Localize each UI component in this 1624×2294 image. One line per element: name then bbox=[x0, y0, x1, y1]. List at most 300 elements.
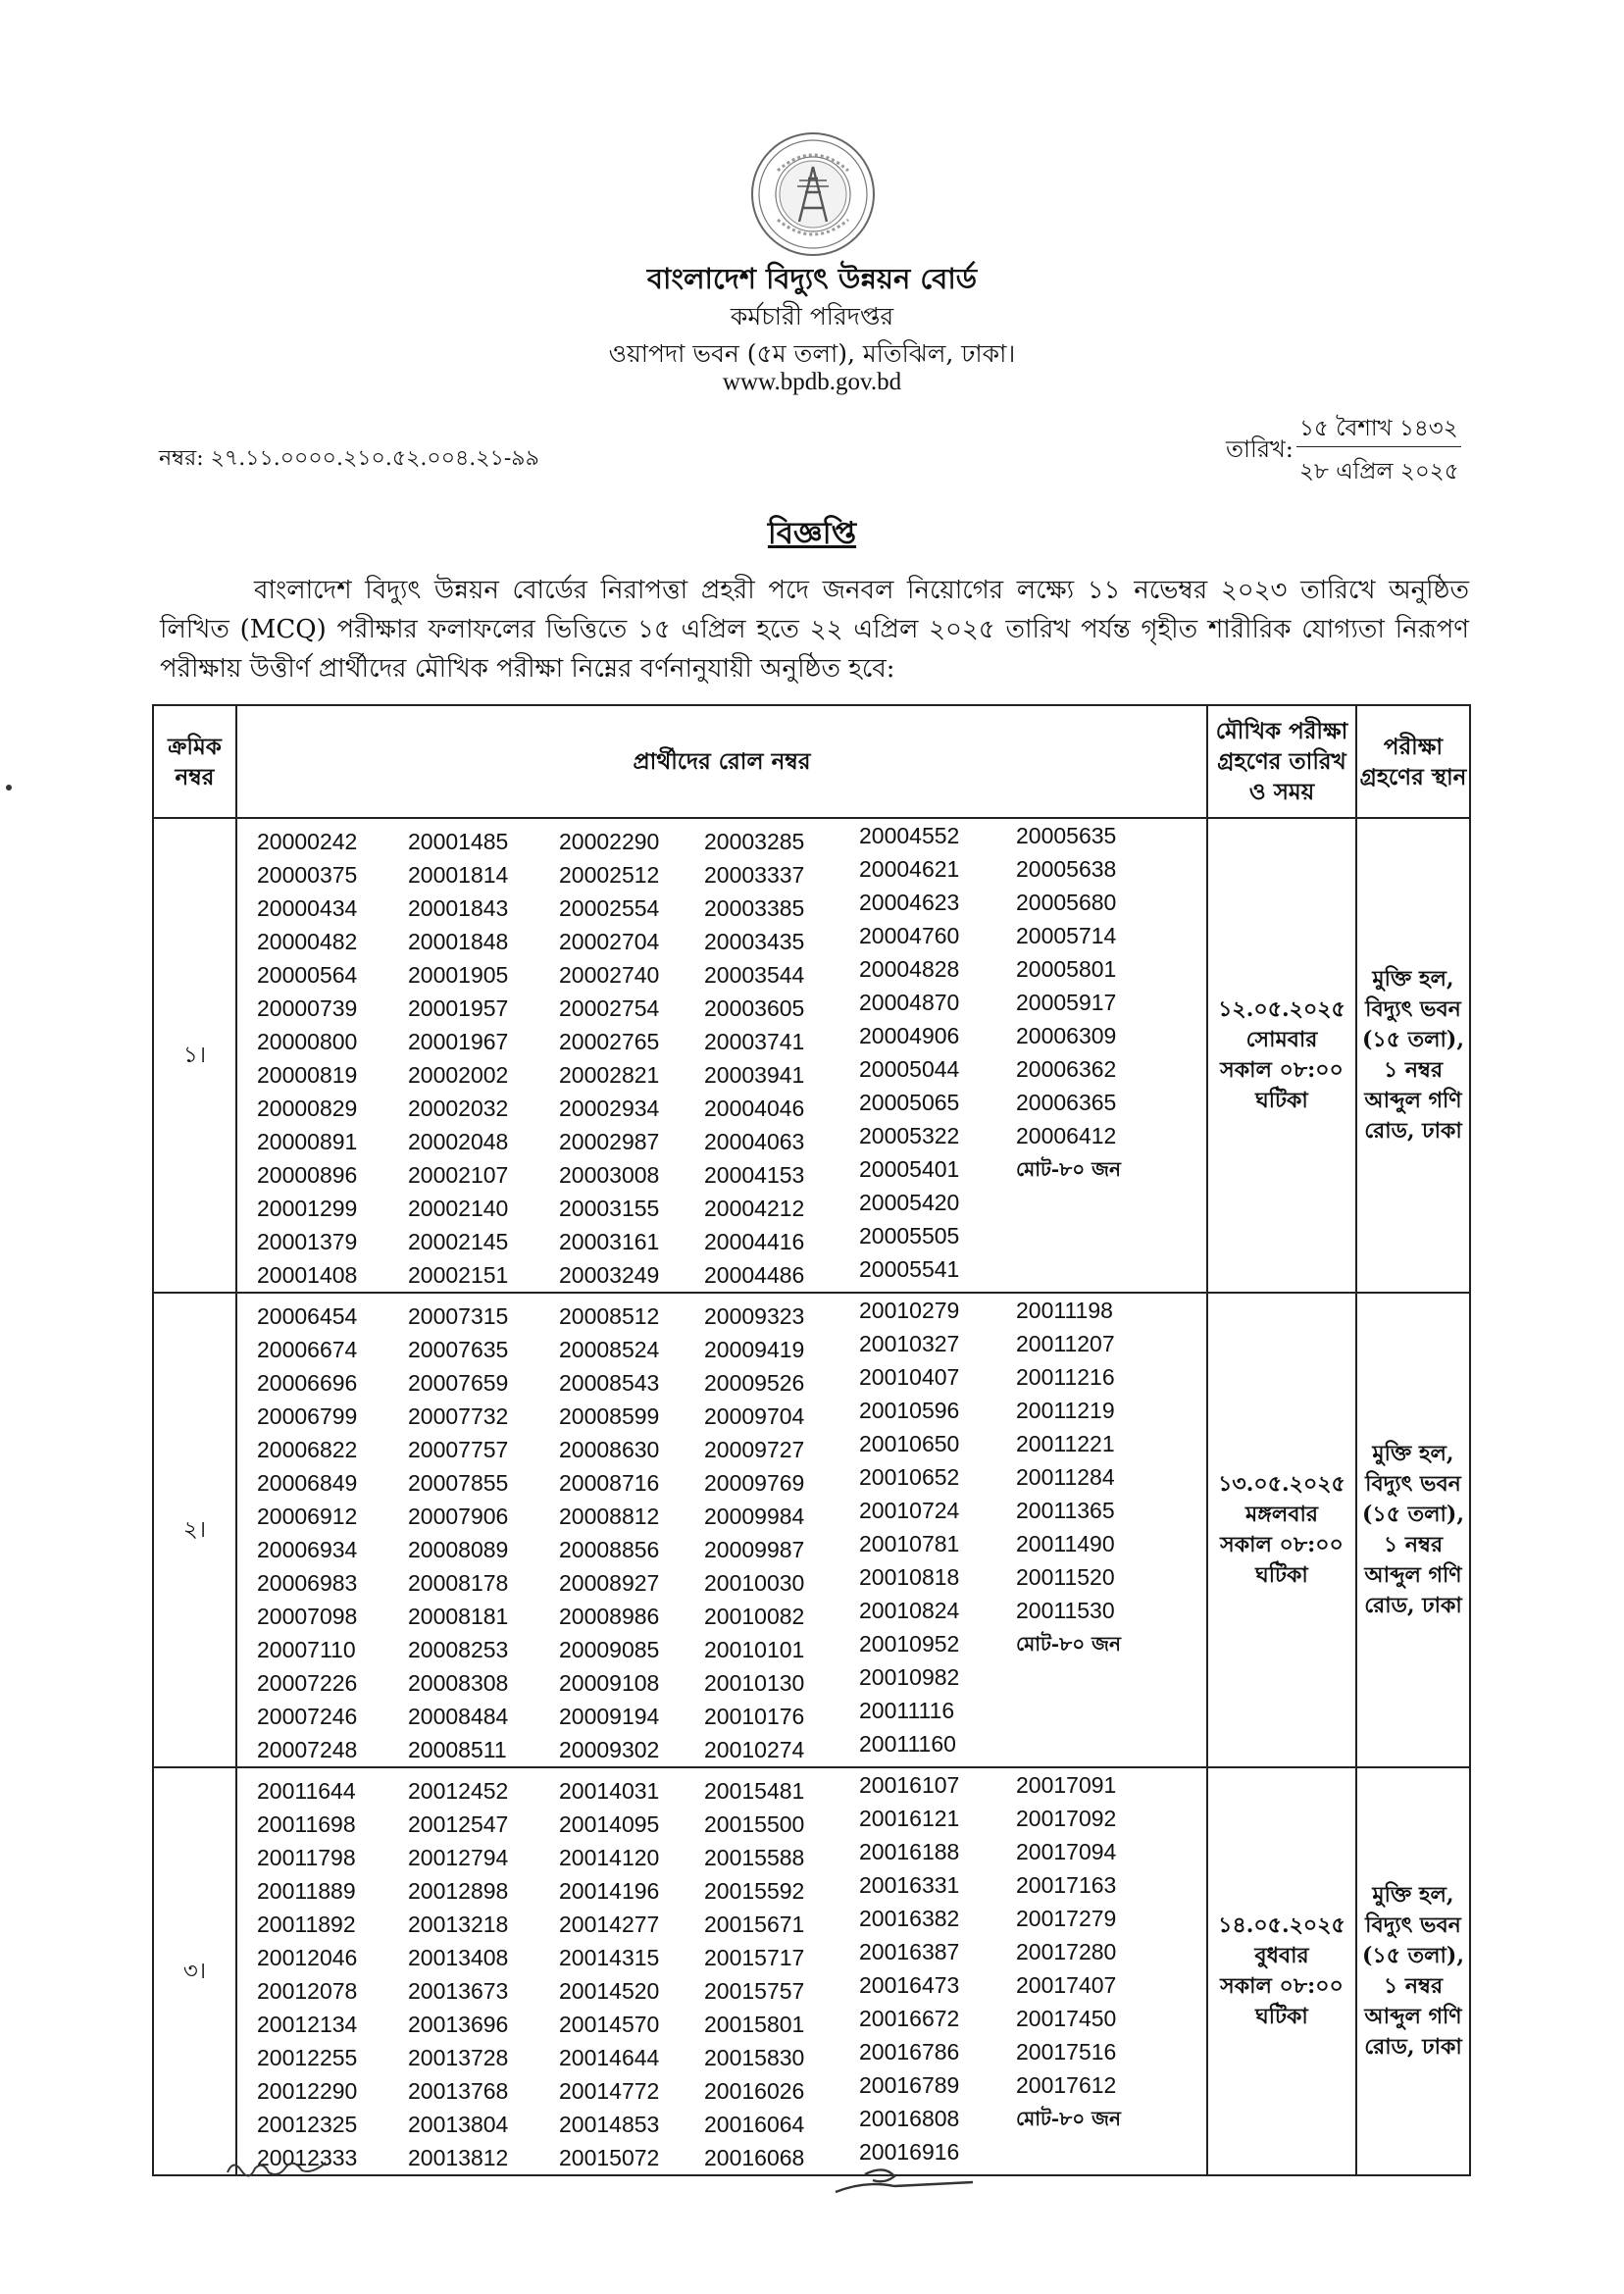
roll-number: 20016068 bbox=[704, 2145, 805, 2170]
roll-column bbox=[704, 1300, 859, 1766]
roll-number: 20004828 bbox=[859, 956, 960, 982]
roll-number: 20005680 bbox=[1016, 890, 1117, 915]
viva-time-suffix: ঘটিকা bbox=[1255, 2004, 1308, 2029]
roll-number: 20015588 bbox=[704, 1845, 805, 1870]
roll-number: 20004623 bbox=[859, 890, 960, 915]
roll-number: 20011207 bbox=[1016, 1331, 1115, 1356]
header-serial: ক্রমিক নম্বর bbox=[153, 705, 236, 818]
venue-line: আব্দুল গণি bbox=[1364, 1562, 1462, 1588]
roll-number: 20001848 bbox=[408, 929, 509, 954]
roll-number: 20014644 bbox=[559, 2045, 660, 2070]
roll-number: 20014031 bbox=[559, 1778, 660, 1804]
roll-number: 20016808 bbox=[859, 2106, 960, 2131]
roll-number: 20004870 bbox=[859, 990, 960, 1015]
roll-number: 20017279 bbox=[1016, 1906, 1117, 1931]
roll-number: 20008253 bbox=[408, 1637, 509, 1662]
roll-number: 20000242 bbox=[257, 829, 358, 854]
roll-number: 20014570 bbox=[559, 2012, 660, 2037]
roll-column bbox=[1016, 819, 1153, 1292]
roll-number: 20014196 bbox=[559, 1878, 660, 1904]
roll-number: 20004621 bbox=[859, 856, 960, 882]
roll-column bbox=[1016, 1768, 1153, 2174]
roll-number: 20007110 bbox=[257, 1637, 356, 1662]
roll-number: 20007248 bbox=[257, 1737, 358, 1762]
roll-number: 20005044 bbox=[859, 1056, 960, 1082]
roll-number: 20013768 bbox=[408, 2078, 509, 2104]
roll-number: 20011116 bbox=[859, 1698, 955, 1723]
roll-number: 20003155 bbox=[559, 1196, 660, 1221]
roll-number: 20013673 bbox=[408, 1978, 509, 2004]
roll-number: 20011889 bbox=[257, 1878, 356, 1904]
roll-number: 20010030 bbox=[704, 1570, 805, 1596]
serial-cell: ২। bbox=[153, 1293, 236, 1767]
roll-number: 20014853 bbox=[559, 2112, 660, 2137]
roll-number: 20002140 bbox=[408, 1196, 509, 1221]
roll-number: 20009323 bbox=[704, 1303, 805, 1329]
roll-grid bbox=[237, 819, 1206, 1292]
roll-number: 20016382 bbox=[859, 1906, 960, 1931]
viva-day: বুধবার bbox=[1254, 1943, 1309, 1968]
roll-number: 20000896 bbox=[257, 1162, 358, 1188]
roll-number: 20017407 bbox=[1016, 1972, 1117, 1998]
roll-number: 20002002 bbox=[408, 1062, 509, 1088]
roll-number: 20006696 bbox=[257, 1370, 358, 1396]
roll-number: 20007732 bbox=[408, 1403, 509, 1429]
roll-number: 20000434 bbox=[257, 895, 358, 921]
roll-number: 20008512 bbox=[559, 1303, 660, 1329]
roll-number: 20006822 bbox=[257, 1437, 358, 1462]
roll-number: 20009419 bbox=[704, 1337, 805, 1362]
roll-number: 20015481 bbox=[704, 1778, 805, 1804]
roll-number: 20005541 bbox=[859, 1256, 960, 1282]
table-row bbox=[153, 818, 1470, 1293]
roll-number: 20014120 bbox=[559, 1845, 660, 1870]
roll-number: 20016473 bbox=[859, 1972, 960, 1998]
roll-number: 20003249 bbox=[559, 1262, 660, 1288]
roll-number: 20014095 bbox=[559, 1811, 660, 1837]
roll-column bbox=[704, 825, 859, 1292]
roll-number: 20014315 bbox=[559, 1945, 660, 1970]
roll-number: 20004486 bbox=[704, 1262, 805, 1288]
roll-number: 20007659 bbox=[408, 1370, 509, 1396]
roll-number: 20001814 bbox=[408, 862, 509, 888]
roll-column bbox=[704, 1774, 859, 2174]
roll-number: 20002704 bbox=[559, 929, 660, 954]
roll-number: 20010176 bbox=[704, 1704, 805, 1729]
viva-time: সকাল ০৮:০০ bbox=[1220, 1973, 1344, 1999]
roll-number: 20010818 bbox=[859, 1564, 960, 1590]
roll-number: 20000482 bbox=[257, 929, 358, 954]
roll-number: 20001408 bbox=[257, 1262, 358, 1288]
roll-column bbox=[1016, 1294, 1153, 1766]
roll-number: 20016107 bbox=[859, 1772, 960, 1798]
venue-line: বিদ্যুৎ ভবন bbox=[1365, 1912, 1461, 1938]
roll-column bbox=[859, 1768, 1016, 2174]
roll-number: 20000739 bbox=[257, 995, 358, 1021]
roll-number: 20011530 bbox=[1016, 1598, 1115, 1623]
notice-title: বিজ্ঞপ্তি bbox=[767, 516, 857, 551]
roll-number: 20005505 bbox=[859, 1223, 960, 1249]
roll-number: 20010279 bbox=[859, 1298, 960, 1323]
roll-number: 20008856 bbox=[559, 1537, 660, 1562]
roll-column bbox=[859, 1294, 1016, 1766]
bpdb-seal-icon bbox=[748, 129, 878, 259]
roll-number: 20012794 bbox=[408, 1845, 509, 1870]
roll-number: 20005917 bbox=[1016, 990, 1117, 1015]
roll-number: 20005401 bbox=[859, 1156, 960, 1182]
roll-number: 20000819 bbox=[257, 1062, 358, 1088]
table-row bbox=[153, 1293, 1470, 1767]
roll-number: 20011221 bbox=[1016, 1431, 1115, 1456]
viva-time-suffix: ঘটিকা bbox=[1255, 1088, 1308, 1113]
roll-number: 20010724 bbox=[859, 1498, 960, 1523]
venue-line: আব্দুল গণি bbox=[1364, 1088, 1462, 1113]
roll-number: 20016916 bbox=[859, 2139, 960, 2165]
roll-number: 20016387 bbox=[859, 1939, 960, 1964]
roll-number: 20017094 bbox=[1016, 1839, 1117, 1864]
roll-number: 20010274 bbox=[704, 1737, 805, 1762]
header-datetime: মৌখিক পরীক্ষা গ্রহণের তারিখ ও সময় bbox=[1207, 705, 1356, 818]
roll-number: 20003008 bbox=[559, 1162, 660, 1188]
roll-number: 20011216 bbox=[1016, 1364, 1115, 1390]
roll-number: 20013804 bbox=[408, 2112, 509, 2137]
viva-day: মঙ্গলবার bbox=[1245, 1502, 1318, 1527]
date-bangla: ১৫ বৈশাখ ১৪৩২ bbox=[1299, 416, 1458, 441]
roll-number: 20006912 bbox=[257, 1504, 358, 1529]
roll-number: 20016789 bbox=[859, 2072, 960, 2098]
roll-number: 20009526 bbox=[704, 1370, 805, 1396]
roll-number: 20006362 bbox=[1016, 1056, 1117, 1082]
roll-number: 20008716 bbox=[559, 1470, 660, 1496]
roll-number: 20015072 bbox=[559, 2145, 660, 2170]
roll-number: 20004063 bbox=[704, 1129, 805, 1154]
roll-number: 20007635 bbox=[408, 1337, 509, 1362]
roll-number: 20001957 bbox=[408, 995, 509, 1021]
department-name: কর্মচারী পরিদপ্তর bbox=[730, 302, 894, 331]
roll-number: 20011520 bbox=[1016, 1564, 1115, 1590]
roll-number: 20015830 bbox=[704, 2045, 805, 2070]
roll-number: 20016121 bbox=[859, 1806, 960, 1831]
venue-line: বিদ্যুৎ ভবন bbox=[1365, 1471, 1461, 1497]
officer-signature bbox=[826, 2163, 983, 2202]
rolls-cell bbox=[236, 818, 1207, 1293]
roll-number: 20005638 bbox=[1016, 856, 1117, 882]
roll-number: 20016331 bbox=[859, 1872, 960, 1898]
roll-number: 20005322 bbox=[859, 1123, 960, 1148]
roll-number: 20010327 bbox=[859, 1331, 960, 1356]
roll-number: 20010596 bbox=[859, 1398, 960, 1423]
roll-number: 20000564 bbox=[257, 962, 358, 988]
roll-number: 20010082 bbox=[704, 1604, 805, 1629]
roll-number: 20003285 bbox=[704, 829, 805, 854]
roll-column bbox=[559, 825, 704, 1292]
viva-time-suffix: ঘটিকা bbox=[1255, 1562, 1308, 1588]
roll-column bbox=[559, 1300, 704, 1766]
roll-number: 20002754 bbox=[559, 995, 660, 1021]
roll-number: 20015500 bbox=[704, 1811, 805, 1837]
roll-number: 20002032 bbox=[408, 1096, 509, 1121]
roll-number: 20015592 bbox=[704, 1878, 805, 1904]
roll-number: 20008089 bbox=[408, 1537, 509, 1562]
roll-number: 20007906 bbox=[408, 1504, 509, 1529]
roll-number: 20008543 bbox=[559, 1370, 660, 1396]
viva-date: ১৩.০৫.২০২৫ bbox=[1218, 1471, 1345, 1497]
roll-number: 20009194 bbox=[559, 1704, 660, 1729]
roll-number: 20007226 bbox=[257, 1670, 358, 1696]
roll-number: 20010982 bbox=[859, 1664, 960, 1690]
serial-cell: ৩। bbox=[153, 1767, 236, 2175]
venue-line: আব্দুল গণি bbox=[1364, 2004, 1462, 2029]
roll-number: 20008524 bbox=[559, 1337, 660, 1362]
roll-column bbox=[257, 1774, 408, 2174]
roll-number: 20015717 bbox=[704, 1945, 805, 1970]
roll-number: 20013728 bbox=[408, 2045, 509, 2070]
roll-number: 20012255 bbox=[257, 2045, 358, 2070]
roll-number: 20004906 bbox=[859, 1023, 960, 1048]
roll-column bbox=[559, 1774, 704, 2174]
roll-column bbox=[408, 825, 559, 1292]
memo-number: নম্বর: ২৭.১১.০০০০.২১০.৫২.০০৪.২১-৯৯ bbox=[159, 446, 539, 471]
roll-number: 20009987 bbox=[704, 1537, 805, 1562]
roll-number: 20016064 bbox=[704, 2112, 805, 2137]
roll-number: 20012046 bbox=[257, 1945, 358, 1970]
venue-line: ১ নম্বর bbox=[1383, 1057, 1444, 1083]
roll-number: 20002821 bbox=[559, 1062, 660, 1088]
roll-number: 20002740 bbox=[559, 962, 660, 988]
roll-number: 20009984 bbox=[704, 1504, 805, 1529]
venue-line: (১৫ তলা), bbox=[1362, 1027, 1464, 1052]
viva-time: সকাল ০৮:০০ bbox=[1220, 1057, 1344, 1083]
venue-line: রোড, ঢাকা bbox=[1364, 1118, 1462, 1144]
roll-number: 20012290 bbox=[257, 2078, 358, 2104]
roll-number: 20003741 bbox=[704, 1029, 805, 1054]
roll-number: 20010824 bbox=[859, 1598, 960, 1623]
roll-number: 20002987 bbox=[559, 1129, 660, 1154]
roll-number: 20008308 bbox=[408, 1670, 509, 1696]
roll-number: 20013218 bbox=[408, 1912, 509, 1937]
roll-number: 20012547 bbox=[408, 1811, 509, 1837]
venue-line: মুক্তি হল, bbox=[1372, 1882, 1454, 1908]
roll-column bbox=[408, 1300, 559, 1766]
header-rolls: প্রার্থীদের রোল নম্বর bbox=[236, 705, 1207, 818]
roll-number: 20006983 bbox=[257, 1570, 358, 1596]
group-total: মোট-৮০ জন bbox=[1016, 2107, 1121, 2130]
roll-number: 20017092 bbox=[1016, 1806, 1117, 1831]
roll-number: 20017280 bbox=[1016, 1939, 1117, 1964]
roll-number: 20004416 bbox=[704, 1229, 805, 1254]
roll-number: 20008181 bbox=[408, 1604, 509, 1629]
venue-line: রোড, ঢাকা bbox=[1364, 2034, 1462, 2060]
roll-number: 20011892 bbox=[257, 1912, 356, 1937]
organization-name: বাংলাদেশ বিদ্যুৎ উন্নয়ন বোর্ড bbox=[646, 262, 978, 295]
roll-number: 20011219 bbox=[1016, 1398, 1115, 1423]
roll-number: 20011798 bbox=[257, 1845, 356, 1870]
roll-number: 20008927 bbox=[559, 1570, 660, 1596]
roll-number: 20010101 bbox=[704, 1637, 805, 1662]
venue-cell bbox=[1356, 1767, 1470, 2175]
roll-number: 20006674 bbox=[257, 1337, 358, 1362]
roll-number: 20013812 bbox=[408, 2145, 509, 2170]
roll-number: 20006454 bbox=[257, 1303, 358, 1329]
notice-body: বাংলাদেশ বিদ্যুৎ উন্নয়ন বোর্ডের নিরাপত্তা প্রহরী পদে জনবল নিয়োগের লক্ষ্যে ১১ নভেম্বর ২০২৩ তারিখে অনুষ্ঠিত লিখিত (MCQ) পরীক্ষার ফলাফলের ভিত্তিতে ১৫ এপ্রিল হতে ২২ এপ্রিল ২০২৫ তারিখ পর্যন্ত গৃহীত শারীরিক যোগ্যতা নিরূপণ পরীক্ষায় উত্তীর্ণ প্রার্থীদের মৌখিক পরীক্ষা নিম্নের বর্ণনানুযায়ী অনুষ্ঠিত হবে: bbox=[160, 576, 1469, 684]
roll-number: 20014520 bbox=[559, 1978, 660, 2004]
roll-number: 20017516 bbox=[1016, 2039, 1117, 2065]
office-address: ওয়াপদা ভবন (৫ম তলা), মতিঝিল, ঢাকা। bbox=[608, 339, 1016, 368]
venue-line: মুক্তি হল, bbox=[1372, 966, 1454, 992]
roll-number: 20004046 bbox=[704, 1096, 805, 1121]
roll-number: 20013696 bbox=[408, 2012, 509, 2037]
venue-line: রোড, ঢাকা bbox=[1364, 1593, 1462, 1618]
rolls-cell bbox=[236, 1767, 1207, 2175]
datetime-cell bbox=[1207, 818, 1356, 1293]
roll-number: 20000829 bbox=[257, 1096, 358, 1121]
roll-number: 20010650 bbox=[859, 1431, 960, 1456]
datetime-cell bbox=[1207, 1293, 1356, 1767]
roll-number: 20015757 bbox=[704, 1978, 805, 2004]
roll-number: 20000891 bbox=[257, 1129, 358, 1154]
viva-date: ১৪.০৫.২০২৫ bbox=[1218, 1912, 1345, 1938]
roll-number: 20012078 bbox=[257, 1978, 358, 2004]
venue-line: বিদ্যুৎ ভবন bbox=[1365, 996, 1461, 1022]
roll-number: 20009704 bbox=[704, 1403, 805, 1429]
roll-number: 20006799 bbox=[257, 1403, 358, 1429]
roll-number: 20005801 bbox=[1016, 956, 1117, 982]
roll-number: 20015671 bbox=[704, 1912, 805, 1937]
roll-number: 20005635 bbox=[1016, 823, 1117, 848]
roll-number: 20016786 bbox=[859, 2039, 960, 2065]
roll-number: 20013408 bbox=[408, 1945, 509, 1970]
roll-number: 20004552 bbox=[859, 823, 960, 848]
roll-number: 20003941 bbox=[704, 1062, 805, 1088]
serial-cell: ১। bbox=[153, 818, 236, 1293]
roll-number: 20017091 bbox=[1016, 1772, 1117, 1798]
rolls-cell bbox=[236, 1293, 1207, 1767]
roll-number: 20010952 bbox=[859, 1631, 960, 1657]
roll-grid bbox=[237, 1768, 1206, 2174]
roll-number: 20003385 bbox=[704, 895, 805, 921]
roll-number: 20002145 bbox=[408, 1229, 509, 1254]
roll-number: 20006309 bbox=[1016, 1023, 1117, 1048]
roll-number: 20010781 bbox=[859, 1531, 960, 1556]
table-body bbox=[153, 818, 1470, 2175]
roll-number: 20011198 bbox=[1016, 1298, 1113, 1323]
roll-number: 20001905 bbox=[408, 962, 509, 988]
roll-number: 20009302 bbox=[559, 1737, 660, 1762]
roll-number: 20011284 bbox=[1016, 1464, 1115, 1490]
group-total: মোট-৮০ জন bbox=[1016, 1632, 1121, 1656]
roll-number: 20005420 bbox=[859, 1190, 960, 1215]
roll-number: 20010652 bbox=[859, 1464, 960, 1490]
roll-number: 20011490 bbox=[1016, 1531, 1115, 1556]
roll-number: 20011698 bbox=[257, 1811, 356, 1837]
roll-number: 20009085 bbox=[559, 1637, 660, 1662]
venue-line: মুক্তি হল, bbox=[1372, 1441, 1454, 1466]
venue-line: ১ নম্বর bbox=[1383, 1973, 1444, 1999]
date-label: তারিখ: bbox=[1226, 435, 1294, 463]
roll-number: 20000375 bbox=[257, 862, 358, 888]
roll-number: 20009769 bbox=[704, 1470, 805, 1496]
roll-number: 20011644 bbox=[257, 1778, 356, 1804]
roll-number: 20006934 bbox=[257, 1537, 358, 1562]
header-venue: পরীক্ষা গ্রহণের স্থান bbox=[1356, 705, 1470, 818]
roll-column bbox=[257, 825, 408, 1292]
roll-column bbox=[859, 819, 1016, 1292]
group-total: মোট-৮০ জন bbox=[1016, 1157, 1121, 1181]
roll-column bbox=[257, 1300, 408, 1766]
roll-number: 20003337 bbox=[704, 862, 805, 888]
roll-number: 20011160 bbox=[859, 1731, 956, 1757]
roll-number: 20008599 bbox=[559, 1403, 660, 1429]
roll-number: 20007855 bbox=[408, 1470, 509, 1496]
roll-number: 20004212 bbox=[704, 1196, 805, 1221]
viva-day: সোমবার bbox=[1245, 1027, 1318, 1052]
venue-cell bbox=[1356, 818, 1470, 1293]
roll-number: 20007098 bbox=[257, 1604, 358, 1629]
roll-number: 20003544 bbox=[704, 962, 805, 988]
roll-number: 20001299 bbox=[257, 1196, 358, 1221]
roll-number: 20012333 bbox=[257, 2145, 358, 2170]
roll-number: 20007246 bbox=[257, 1704, 358, 1729]
roll-number: 20003605 bbox=[704, 995, 805, 1021]
roll-number: 20001967 bbox=[408, 1029, 509, 1054]
roll-number: 20000800 bbox=[257, 1029, 358, 1054]
roll-number: 20012898 bbox=[408, 1878, 509, 1904]
roll-number: 20006412 bbox=[1016, 1123, 1117, 1148]
date-english: ২৮ এপ্রিল ২০২৫ bbox=[1299, 459, 1459, 484]
roll-number: 20014772 bbox=[559, 2078, 660, 2104]
table-header-row bbox=[153, 705, 1470, 818]
roll-table bbox=[152, 704, 1471, 2176]
table-row bbox=[153, 1767, 1470, 2175]
roll-number: 20006849 bbox=[257, 1470, 358, 1496]
roll-number: 20001843 bbox=[408, 895, 509, 921]
roll-number: 20010130 bbox=[704, 1670, 805, 1696]
roll-number: 20007757 bbox=[408, 1437, 509, 1462]
roll-number: 20002765 bbox=[559, 1029, 660, 1054]
roll-number: 20016026 bbox=[704, 2078, 805, 2104]
venue-line: ১ নম্বর bbox=[1383, 1532, 1444, 1557]
roll-number: 20009108 bbox=[559, 1670, 660, 1696]
roll-number: 20012325 bbox=[257, 2112, 358, 2137]
roll-number: 20002512 bbox=[559, 862, 660, 888]
roll-number: 20010407 bbox=[859, 1364, 960, 1390]
roll-number: 20008812 bbox=[559, 1504, 660, 1529]
roll-grid bbox=[237, 1294, 1206, 1766]
roll-number: 20008511 bbox=[408, 1737, 507, 1762]
roll-number: 20002290 bbox=[559, 829, 660, 854]
website-link[interactable]: www.bpdb.gov.bd bbox=[722, 369, 902, 395]
roll-number: 20016672 bbox=[859, 2006, 960, 2031]
roll-number: 20001379 bbox=[257, 1229, 358, 1254]
roll-number: 20008484 bbox=[408, 1704, 509, 1729]
roll-number: 20004760 bbox=[859, 923, 960, 948]
roll-number: 20002107 bbox=[408, 1162, 509, 1188]
date-divider bbox=[1296, 446, 1461, 447]
roll-number: 20008630 bbox=[559, 1437, 660, 1462]
scan-dot bbox=[6, 785, 12, 790]
roll-number: 20004153 bbox=[704, 1162, 805, 1188]
roll-number: 20017612 bbox=[1016, 2072, 1117, 2098]
roll-number: 20005714 bbox=[1016, 923, 1117, 948]
roll-number: 20005065 bbox=[859, 1090, 960, 1115]
venue-line: (১৫ তলা), bbox=[1362, 1943, 1464, 1968]
viva-date: ১২.০৫.২০২৫ bbox=[1218, 996, 1345, 1022]
initial-signature bbox=[224, 2153, 331, 2182]
roll-number: 20012134 bbox=[257, 2012, 358, 2037]
roll-number: 20001485 bbox=[408, 829, 509, 854]
venue-line: (১৫ তলা), bbox=[1362, 1502, 1464, 1527]
roll-number: 20003161 bbox=[559, 1229, 660, 1254]
